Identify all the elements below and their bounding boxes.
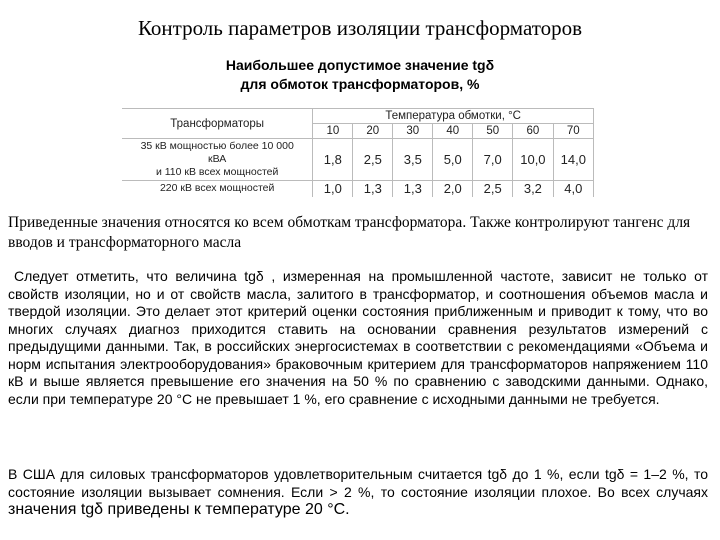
header-temperature: Температура обмотки, °С — [313, 109, 594, 124]
type-line: кВА — [208, 153, 227, 165]
value-cell: 14,0 — [553, 139, 593, 181]
temp-cell: 50 — [473, 124, 513, 139]
value-cell: 1,3 — [353, 181, 393, 197]
table-row — [122, 181, 594, 197]
temp-cell: 20 — [353, 124, 393, 139]
value-cell: 2,0 — [433, 181, 473, 197]
temp-cell: 10 — [313, 124, 353, 139]
type-line: 220 кВ всех мощностей — [159, 182, 275, 195]
tgd-limits-table — [122, 108, 594, 197]
value-cell: 1,8 — [313, 139, 353, 181]
paragraph-usa-tail: значения tgδ приведены к температуре 20 °С. — [8, 501, 350, 518]
value-cell: 7,0 — [473, 139, 513, 181]
slide-title: Контроль параметров изоляции трансформаторов — [137, 16, 583, 40]
paragraph-usa-criteria — [8, 466, 708, 519]
paragraph-russian-criteria: Следует отметить, что величина tgδ , измеренная на промышленной частоте, зависит не только от свойств изоляции, но и от свойств масла, залитого в трансформатор, и соотношения объемов масла и твердой изоляции. Это делает этот критерий оценки состояния приближенным и приводит к тому, что во многих случаях диагноз приходится ставить на основании сравнения результатов измерений с предыдущими данными. Так, в российских энергосистемах в соответствии с рекомендациями «Объема и норм испытания электрооборудования» браковочным критерием для трансформаторов напряжением 110 кВ и выше является превышение его значения на 50 % по сравнению с заводскими данными. Однако, если при температуре 20 °С не превышает 1 %, его сравнение с исходными данными не требуется. — [8, 268, 708, 407]
temp-cell: 40 — [433, 124, 473, 139]
value-cell: 4,0 — [553, 181, 593, 197]
table-row — [122, 139, 594, 181]
temp-cell: 70 — [553, 124, 593, 139]
value-cell: 2,5 — [473, 181, 513, 197]
value-cell: 3,5 — [393, 139, 433, 181]
temp-cell: 30 — [393, 124, 433, 139]
value-cell: 1,3 — [393, 181, 433, 197]
header-transformers: Трансформаторы — [122, 109, 313, 139]
table-note: Приведенные значения относятся ко всем обмоткам трансформатора. Также контролируют тангенс для вводов и трансформаторного масла — [8, 214, 691, 251]
value-cell: 2,5 — [353, 139, 393, 181]
paragraph-usa-main: В США для силовых трансформаторов удовлетворительным считается tgδ до 1 %, если tgδ = 1–2 %, то состояние изоляции вызывает сомнения. Если > 2 %, то состояние изоляции плохое. Во всех случаях — [8, 466, 708, 500]
table-heading-line-2: для обмоток трансформаторов, % — [240, 76, 480, 92]
type-line: 35 кВ мощностью более 10 000 — [140, 140, 294, 152]
type-line: и 110 кВ всех мощностей — [155, 166, 279, 178]
temp-cell: 60 — [513, 124, 553, 139]
value-cell: 1,0 — [313, 181, 353, 197]
transformer-type-cell — [122, 139, 313, 181]
table-heading-line-1: Наибольшее допустимое значение tgδ — [225, 57, 495, 73]
value-cell: 10,0 — [513, 139, 553, 181]
transformer-type-cell — [122, 181, 313, 197]
table-header-row — [122, 109, 594, 124]
table-heading — [150, 56, 570, 94]
table-crop-edge — [122, 197, 594, 201]
value-cell: 3,2 — [513, 181, 553, 197]
value-cell: 5,0 — [433, 139, 473, 181]
